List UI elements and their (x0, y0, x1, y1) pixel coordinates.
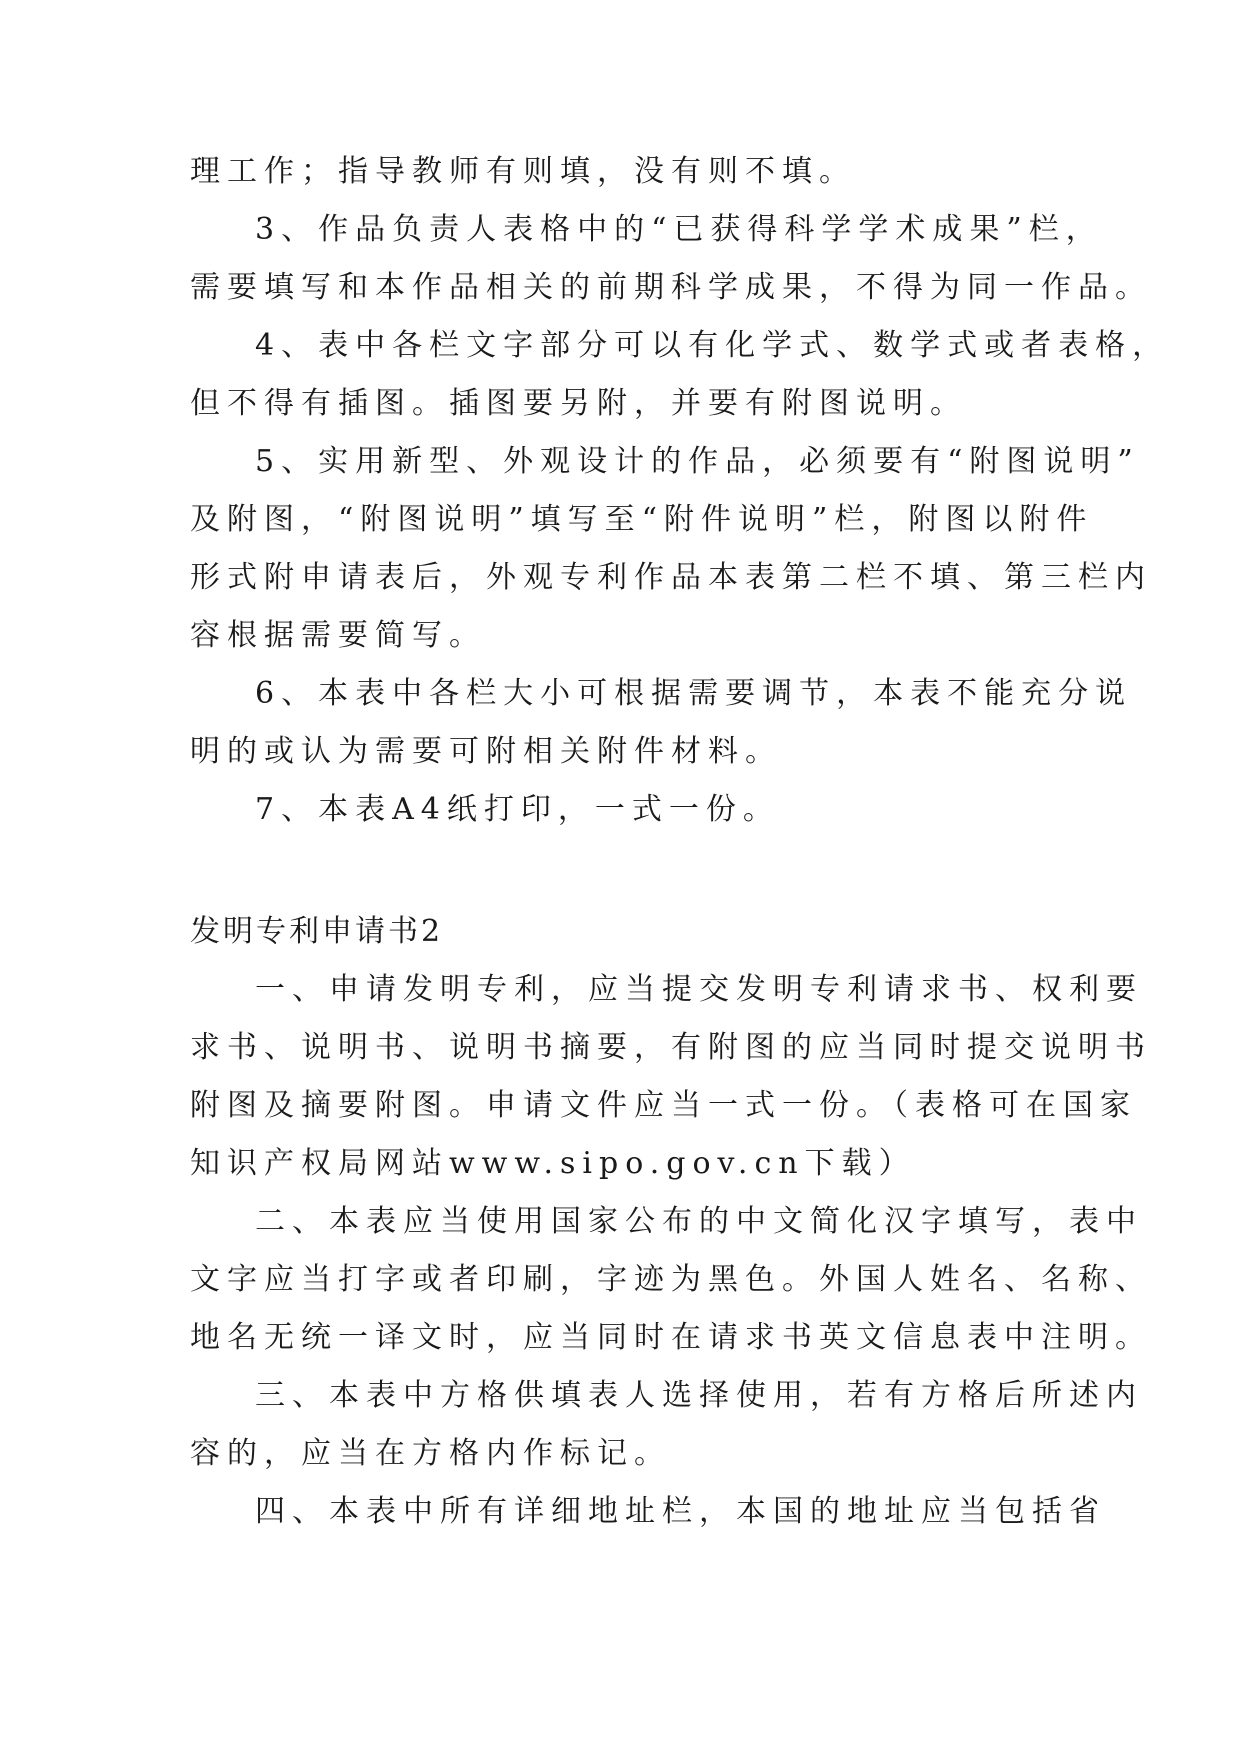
section-heading: 发明专利申请书2 (190, 914, 444, 949)
text-line-18: 二、本表应当使用国家公布的中文简化汉字填写，表中 (255, 1204, 1143, 1239)
text-line-19: 文字应当打字或者印刷，字迹为黑色。外国人姓名、名称、 (190, 1262, 1152, 1297)
text-line-7: 及附图，“附图说明”填写至“附件说明”栏，附图以附件 (190, 502, 1094, 537)
text-line-12: 7、本表A4纸打印，一式一份。 (255, 792, 780, 827)
text-line-11: 明的或认为需要可附相关附件材料。 (190, 734, 782, 769)
text-line-21: 三、本表中方格供填表人选择使用，若有方格后所述内 (255, 1378, 1143, 1413)
text-line-6: 5、实用新型、外观设计的作品，必须要有“附图说明” (255, 444, 1140, 479)
text-line-14: 一、申请发明专利，应当提交发明专利请求书、权利要 (255, 972, 1143, 1007)
text-line-23: 四、本表中所有详细地址栏，本国的地址应当包括省 (255, 1494, 1106, 1529)
text-line-4: 4、表中各栏文字部分可以有化学式、数学式或者表格， (255, 328, 1170, 363)
text-line-15: 求书、说明书、说明书摘要，有附图的应当同时提交说明书 (190, 1030, 1152, 1065)
text-line-5: 但不得有插图。插图要另附，并要有附图说明。 (190, 386, 967, 421)
text-line-1: 理工作；指导教师有则填，没有则不填。 (190, 154, 856, 189)
text-line-3: 需要填写和本作品相关的前期科学成果，不得为同一作品。 (190, 270, 1152, 305)
text-line-22: 容的，应当在方格内作标记。 (190, 1436, 671, 1471)
text-line-20: 地名无统一译文时，应当同时在请求书英文信息表中注明。 (190, 1320, 1152, 1355)
text-line-2: 3、作品负责人表格中的“已获得科学学术成果”栏， (255, 212, 1103, 247)
text-line-9: 容根据需要简写。 (190, 618, 486, 653)
text-line-10: 6、本表中各栏大小可根据需要调节，本表不能充分说 (255, 676, 1133, 711)
text-line-17: 知识产权局网站www.sipo.gov.cn下载） (190, 1146, 916, 1181)
text-line-16: 附图及摘要附图。申请文件应当一式一份。（表格可在国家 (190, 1088, 1137, 1123)
text-line-8: 形式附申请表后，外观专利作品本表第二栏不填、第三栏内 (190, 560, 1152, 595)
